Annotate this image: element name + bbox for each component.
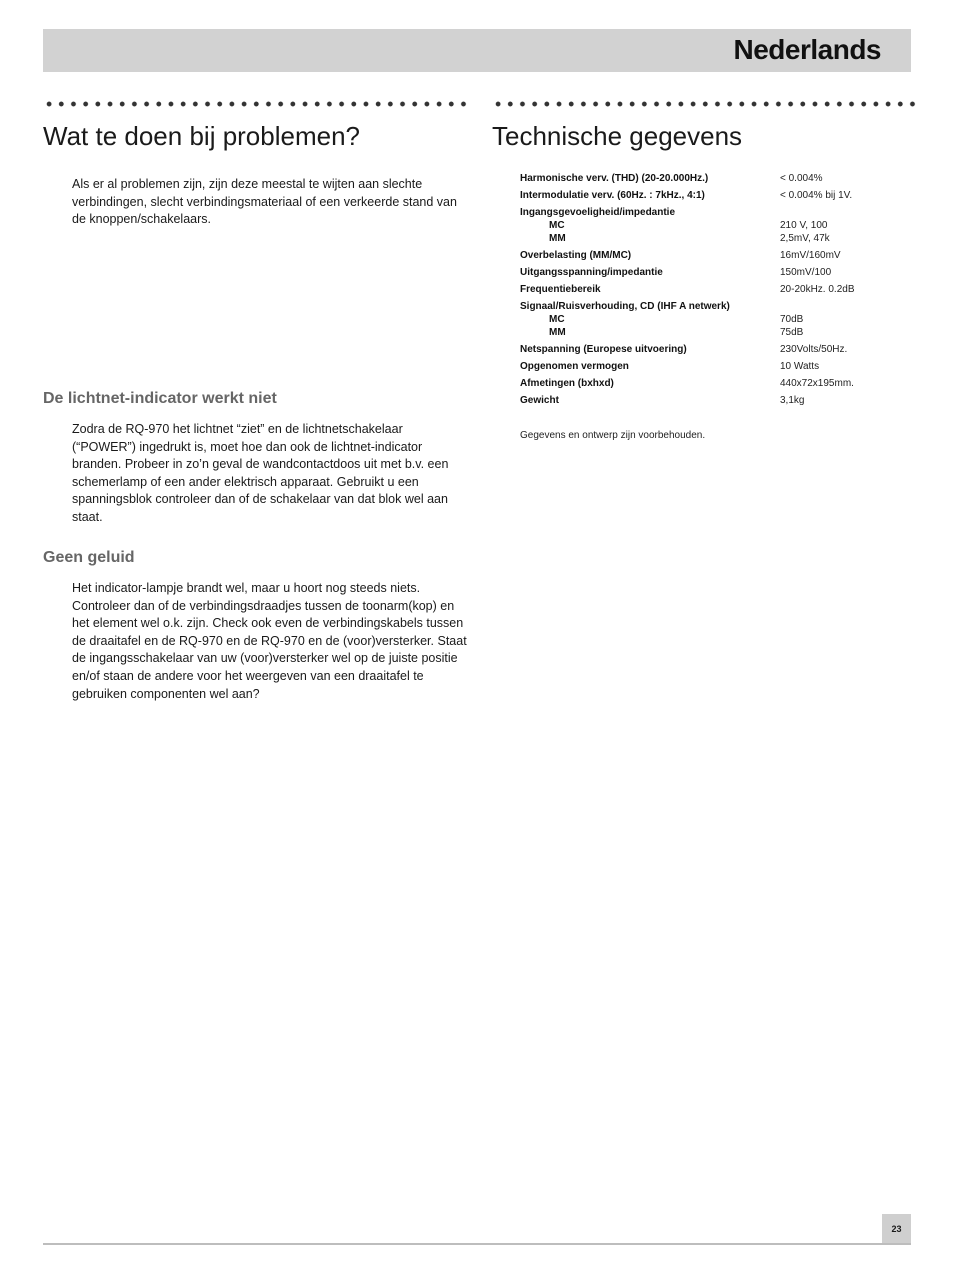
spec-row: Harmonische verv. (THD) (20-20.000Hz.) < 0.004% bbox=[520, 173, 823, 184]
specifications-table bbox=[520, 172, 880, 407]
spec-row: Intermodulatie verv. (60Hz. : 7kHz., 4:1) < 0.004% bij 1V. bbox=[520, 190, 853, 201]
spec-subrow: MM 75dB bbox=[549, 327, 804, 338]
no-sound-heading: Geen geluid bbox=[43, 549, 135, 566]
spec-row: Overbelasting (MM/MC) 16mV/160mV bbox=[520, 250, 841, 261]
page-number: 23 bbox=[882, 1214, 911, 1244]
no-sound-body: Het indicator-lampje brandt wel, maar u hoort nog steeds niets. Controleer dan of de verbindingsdraadjes tussen de toonarm(kop) en het element wel o.k. zijn. Check ook even de verbindingskabels tussen de draaitafel en de RQ-970 en de RQ-970 en de (voor)versterker. Staat de ingangsschakelaar van uw (voor)versterker wel op de juiste positie en/of staan de andere voor het weergeven van een draaitafel te gebruiken componenten wel aan? bbox=[72, 581, 467, 701]
troubleshooting-intro: Als er al problemen zijn, zijn deze meestal te wijten aan slechte verbindingen, slecht verbindingsmateriaal of een verkeerde stand van de knoppen/schakelaars. bbox=[72, 177, 457, 227]
page-language-title: Nederlands bbox=[733, 34, 881, 65]
troubleshooting-title: Wat te doen bij problemen? bbox=[43, 121, 361, 151]
specifications-title: Technische gegevens bbox=[492, 121, 743, 151]
spec-row: Afmetingen (bxhxd) 440x72x195mm. bbox=[520, 378, 854, 389]
spec-row: Frequentiebereik 20-20kHz. 0.2dB bbox=[520, 284, 855, 295]
spec-row: Opgenomen vermogen 10 Watts bbox=[520, 361, 820, 372]
spec-row: Signaal/Ruisverhouding, CD (IHF A netwerk) bbox=[520, 301, 730, 312]
spec-subrow: MM 2,5mV, 47k bbox=[549, 233, 830, 244]
footer-rule bbox=[43, 1243, 911, 1245]
dotted-divider-left bbox=[43, 100, 467, 108]
dotted-divider-right bbox=[492, 100, 916, 108]
power-indicator-body: Zodra de RQ-970 het lichtnet “ziet” en de lichtnetschakelaar (“POWER”) ingedrukt is, moet hoe dan ook de lichtnet-indicator branden. Probeer in zo’n geval de wandcontactdoos uit met b.v. een schemerlamp of een ander elektrisch apparaat. Gebruikt u een spanningsblok controleer dan of de schakelaar van dat blok wel aan staat. bbox=[72, 422, 449, 524]
spec-row: Ingangsgevoeligheid/impedantie bbox=[520, 207, 676, 218]
specifications-footnote: Gegevens en ontwerp zijn voorbehouden. bbox=[520, 430, 706, 441]
power-indicator-heading: De lichtnet-indicator werkt niet bbox=[43, 390, 277, 407]
spec-row: Gewicht 3,1kg bbox=[520, 395, 805, 406]
header-bar bbox=[43, 29, 911, 72]
spec-row: Netspanning (Europese uitvoering) 230Volts/50Hz. bbox=[520, 344, 848, 355]
spec-row: Uitgangsspanning/impedantie 150mV/100 bbox=[520, 267, 832, 278]
spec-subrow: MC 70dB bbox=[549, 314, 804, 325]
spec-subrow: MC 210 V, 100 bbox=[549, 220, 828, 231]
